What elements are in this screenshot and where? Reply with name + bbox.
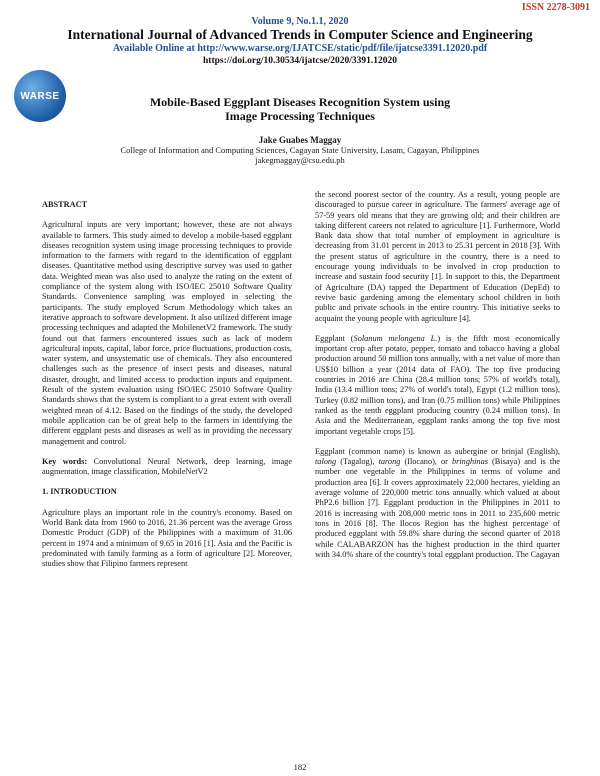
para3-a: Eggplant (common name) is known as aubergine or brinjal (English), bbox=[315, 446, 560, 456]
term-tarong: tarong bbox=[378, 457, 401, 467]
warse-logo bbox=[14, 70, 66, 122]
abstract-text: Agricultural inputs are very important; however, these are not always available to farmers. This study aimed to develop a mobile-based eggplant diseases recognition system using image processing techniques to provide information to the farmers with regard to the identification of eggplant diseases. Quantitative method using descriptive survey was used to gather data. Weighted mean was also used to analyze the rating on the extent of compliance of the system along with ISO/IEC 25010 Software Quality Standards. Convenience sampling was employed in selecting the participants. The study employed Scrum Methodology which takes an iterative approach to software development. It also utilized different image processing techniques and adapted the MobilenetV2 framework. The study found out that farmers encountered issues such as lack of modern agricultural inputs, capital, labor force, price fluctuations, production costs, water system, and unsystematic use of chemicals. They also encountered challenges such as the presence of insect pests and diseases, natural disaster, drought, and limited access to production inputs and equipment. Result of the system evaluation using ISO/IEC 25010 Software Quality Standards shows that the system is compliant to a great extent with overall weighted mean of 4.12. Based on the findings of the study, the developed mobile application can be of great help to the farmers in identifying the different eggplant pests and diseases as well as in providing the necessary management and control. bbox=[42, 220, 292, 446]
introduction-heading: 1. INTRODUCTION bbox=[42, 487, 117, 497]
para3-c: (Ilocano), or bbox=[400, 457, 452, 467]
term-talong: talong bbox=[315, 457, 337, 467]
right-column bbox=[315, 190, 560, 560]
intro-paragraph-1-continued: the second poorest sector of the country. As a result, young people are discouraged to pursue career in agriculture. The farmers' average age of 57-59 years old means that they are growing old; and their children are taking different careers not related to agriculture [1]. Furthermore, World Bank data show that total number of employment in agriculture is decreasing from 31.01 percent in 2013 to 25.31 percent in 2018 [3]. With the present status of agriculture in the country, there is a need to encourage young individuals to be involved in crop production to increase and sustain food security [1]. In support to this, the Department of Agriculture (DA) tapped the Department of Education (DepEd) to revive basic gardening among the elementary school children in both public and private schools in the entire country. This initiative seeks to acquaint the young people with agriculture [4]. bbox=[315, 190, 560, 323]
para2-start: Eggplant ( bbox=[315, 333, 354, 343]
para2-rest: ) is the fifth most economically important crop after potato, pepper, tomato and tobacco having a global production around 50 million tons annually, with a net value of more than US$10 billion a year (2014 data of FAO). The top five producing countries in 2016 are China (28.4 million tons; 57% of world's total), India (13.4 million tons; 27% of world's total), Egypt (1.2 million tons), Turkey (0.82 million tons), and Iran (0.75 million tons) while Philippines ranked as the tenth eggplant producing country (0.24 million tons). In Asia and the Mediterranean, eggplant ranks among the top five most important vegetable crops [5]. bbox=[315, 333, 560, 436]
paper-title-line-1: Mobile-Based Eggplant Diseases Recognition System using bbox=[149, 95, 451, 109]
volume-label: Volume 9, No.1.1, 2020 bbox=[251, 16, 349, 27]
intro-paragraph-3 bbox=[315, 447, 560, 560]
keywords-label: Key words: bbox=[42, 456, 88, 466]
para3-b: (Tagalog), bbox=[336, 457, 379, 467]
page-number: 182 bbox=[293, 762, 307, 772]
term-bringhinas: bringhinas bbox=[451, 457, 488, 467]
left-column bbox=[42, 200, 292, 570]
paper-title bbox=[100, 95, 500, 123]
eggplant-latin-name: Solanum melongena L. bbox=[353, 333, 438, 343]
intro-paragraph-2 bbox=[315, 334, 560, 437]
para3-d: (Bisaya) and is the number one vegetable in the Philippines in terms of volume and production area [6]. It covers approximately 22,000 hectares, yielding an average volume of 220,000 metric tons annually which valued at about PhP2.6 billion [7]. Eggplant production in the Philippines in 2011 to 2016 is increasing with 208,000 metric tons in 2011 to 235,600 metric tons in 2016 [8]. The Ilocos Region has the highest percentage of produced eggplant with 59.8% share during the second quarter of 2018 while CALABARZON has the highest production in the third quarter with 34.0% share of the country's total eggplant production. The Cagayan bbox=[315, 457, 560, 559]
logo-text: WARSE bbox=[20, 90, 60, 102]
author-name: Jake Guabes Maggay bbox=[258, 135, 342, 145]
author-email[interactable]: jakegmaggay@csu.edu.ph bbox=[255, 155, 345, 165]
author-affiliation: College of Information and Computing Sciences, Cagayan State University, Lasam, Cagayan, Philippines bbox=[120, 145, 480, 155]
journal-title: International Journal of Advanced Trends in Computer Science and Engineering bbox=[67, 27, 533, 42]
keywords-text: Convolutional Neural Network, deep learning, image augmentation, image classification, MobileNetV2 bbox=[42, 456, 292, 477]
available-online-link[interactable]: Available Online at http://www.warse.org/IJATCSE/static/pdf/file/ijatcse3391.12020.pdf bbox=[112, 43, 488, 54]
intro-paragraph-1: Agriculture plays an important role in the country's economy. Based on World Bank data from 1960 to 2016, 21.36 percent was the average Gross Domestic Product (GDP) of the Philippines with a maximum of 31.06 percent in 1974 and a minimum of 9.65 in 2016 [1]. Asia and the Pacific is predominated with family farming as a form of agriculture [2]. Moreover, studies show that Filipino farmers represent bbox=[42, 507, 292, 569]
abstract-heading: ABSTRACT bbox=[42, 200, 88, 209]
doi-link[interactable]: https://doi.org/10.30534/ijatcse/2020/3391.12020 bbox=[203, 56, 397, 66]
paper-title-line-2: Image Processing Techniques bbox=[225, 109, 375, 123]
issn-label: ISSN 2278-3091 bbox=[521, 2, 590, 13]
keywords bbox=[42, 457, 292, 478]
